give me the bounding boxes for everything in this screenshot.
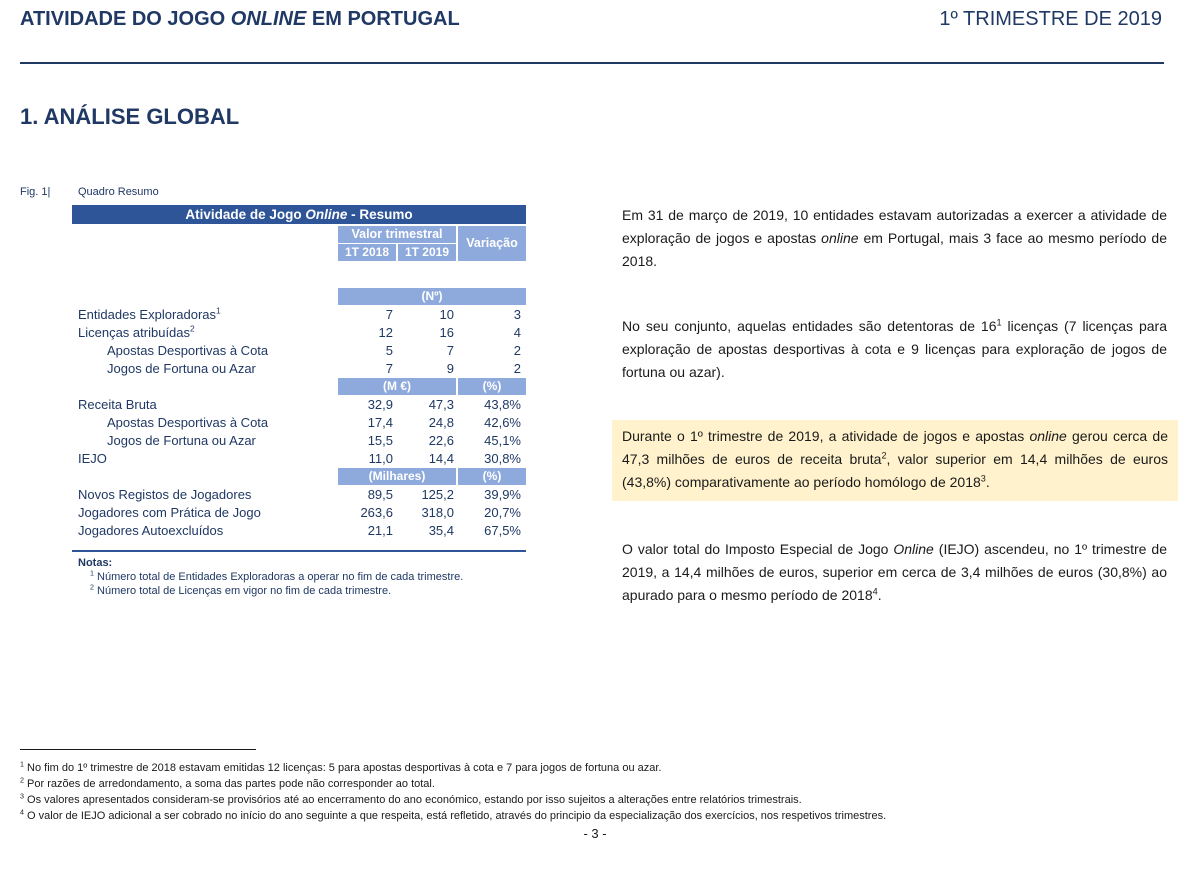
column-header-2019: 1T 2019 bbox=[398, 244, 456, 261]
table-row bbox=[72, 414, 526, 432]
table-row bbox=[72, 504, 526, 522]
cell-1t2019: 14,4 bbox=[428, 451, 454, 466]
row-label: Jogos de Fortuna ou Azar bbox=[107, 361, 256, 376]
table-row bbox=[72, 396, 526, 414]
footnote: $^1$ No fim do 1º trimestre de 2018 estavam emitidas 12 licenças: 5 para apostas desportivas à cota e 7 para jogos de fortuna ou azar. bbox=[20, 760, 662, 774]
cell-variation: 3 bbox=[513, 307, 521, 322]
column-group-header: Valor trimestral bbox=[338, 226, 456, 243]
row-label: Jogadores com Prática de Jogo bbox=[78, 505, 261, 520]
cell-1t2018: 12 bbox=[378, 325, 393, 340]
footnote: $^3$ Os valores apresentados consideram-se provisórios até ao encerramento do ano económico, estando por isso sujeitos a alterações entre relatórios trimestrais. bbox=[20, 792, 802, 806]
cell-1t2018: 11,0 bbox=[368, 451, 393, 466]
table-row bbox=[72, 486, 526, 504]
paragraph-iejo: O valor total do Imposto Especial de Jogo Online (IEJO) ascendeu, no 1º trimestre de 2019, a 14,4 milhões de euros, superior em cerca de 3,4 milhões de euros (30,8%) ao apurado para o mesmo período de 2018$^4$. bbox=[622, 541, 1167, 603]
figure-label: Fig. 1| bbox=[20, 186, 51, 198]
document-header-title: ATIVIDADE DO JOGO ONLINE EM PORTUGAL bbox=[20, 8, 460, 30]
table-note: $^1$ Número total de Entidades Exploradoras a operar no fim de cada trimestre. bbox=[90, 569, 464, 583]
table-row bbox=[72, 360, 526, 378]
cell-variation: 2 bbox=[513, 343, 521, 358]
table-title: Atividade de Jogo Online - Resumo bbox=[72, 205, 526, 224]
cell-1t2019: 35,4 bbox=[428, 523, 454, 538]
footnote-divider bbox=[20, 749, 256, 750]
unit-label: (Milhares) bbox=[338, 468, 456, 485]
column-header-variation: Variação bbox=[458, 226, 526, 261]
cell-variation: 20,7% bbox=[484, 505, 521, 520]
row-label: Apostas Desportivas à Cota bbox=[107, 343, 269, 358]
cell-variation: 39,9% bbox=[484, 487, 521, 502]
cell-variation: 42,6% bbox=[484, 415, 521, 430]
unit-label: (%) bbox=[458, 378, 526, 395]
cell-1t2018: 17,4 bbox=[367, 415, 393, 430]
footnote: $^2$ Por razões de arredondamento, a soma das partes pode não corresponder ao total. bbox=[20, 776, 435, 790]
header-divider bbox=[20, 62, 1164, 64]
cell-1t2018: 263,6 bbox=[360, 505, 393, 520]
paragraph-licenses: No seu conjunto, aquelas entidades são detentoras de $16^1$ licenças (7 licenças para exploração de apostas desportivas à cota e 9 licenças para exploração de jogos de fortuna ou azar). bbox=[622, 317, 1167, 380]
table-note: $^2$ Número total de Licenças em vigor no fim de cada trimestre. bbox=[90, 583, 392, 597]
cell-1t2019: 9 bbox=[446, 361, 454, 376]
table-row bbox=[72, 306, 526, 324]
highlighted-paragraph-revenue: Durante o 1º trimestre de 2019, a atividade de jogos e apostas online gerou cerca de 47,3 milhões de euros de receita bruta$^2$, valor superior em 14,4 milhões de euros (43,8%) comparativamente ao período homólogo de 2018$^3$. bbox=[612, 420, 1178, 501]
cell-1t2018: 15,5 bbox=[367, 433, 393, 448]
table-row bbox=[72, 342, 526, 360]
row-label: Entidades Exploradoras$^1$ bbox=[78, 305, 221, 322]
table-row bbox=[72, 432, 526, 450]
cell-1t2018: 32,9 bbox=[367, 397, 393, 412]
cell-1t2018: 7 bbox=[385, 307, 393, 322]
row-label: Licenças atribuídas$^2$ bbox=[78, 323, 195, 340]
row-label: Receita Bruta bbox=[78, 397, 157, 412]
row-label: Jogadores Autoexcluídos bbox=[78, 523, 224, 538]
cell-1t2019: 318,0 bbox=[421, 505, 454, 520]
unit-row-money bbox=[72, 378, 526, 396]
row-label: Apostas Desportivas à Cota bbox=[107, 415, 269, 430]
cell-1t2018: 89,5 bbox=[367, 487, 393, 502]
table-row bbox=[72, 324, 526, 342]
section-title: 1. ANÁLISE GLOBAL bbox=[20, 104, 240, 129]
document-header-period: 1º TRIMESTRE DE 2019 bbox=[939, 8, 1162, 30]
unit-label: (%) bbox=[458, 468, 526, 485]
cell-1t2019: 10 bbox=[439, 307, 454, 322]
table-section-players bbox=[72, 486, 526, 540]
page-number: - 3 - bbox=[583, 826, 607, 841]
column-header-2018: 1T 2018 bbox=[338, 244, 396, 261]
unit-row-count bbox=[72, 288, 526, 306]
cell-1t2018: 7 bbox=[385, 361, 393, 376]
table-notes bbox=[72, 552, 526, 597]
paragraph-entities: Em 31 de março de 2019, 10 entidades estavam autorizadas a exercer a atividade de exploração de jogos e apostas online em Portugal, mais 3 face ao mesmo período de 2018. bbox=[622, 207, 1167, 269]
figure-caption-text: Quadro Resumo bbox=[78, 186, 159, 198]
table-section-revenue bbox=[72, 396, 526, 468]
figure-caption bbox=[20, 186, 159, 198]
footnotes bbox=[20, 760, 886, 824]
table-column-headers bbox=[72, 224, 526, 263]
notes-title: Notas: bbox=[78, 557, 113, 569]
cell-1t2019: 125,2 bbox=[421, 487, 454, 502]
cell-variation: 30,8% bbox=[484, 451, 521, 466]
row-label: Novos Registos de Jogadores bbox=[78, 487, 252, 502]
unit-label: (M €) bbox=[338, 378, 456, 395]
cell-1t2018: 21,1 bbox=[367, 523, 393, 538]
cell-1t2019: 47,3 bbox=[428, 397, 454, 412]
table-row bbox=[72, 450, 526, 468]
row-label: IEJO bbox=[78, 451, 107, 466]
cell-1t2019: 22,6 bbox=[428, 433, 454, 448]
cell-variation: 4 bbox=[513, 325, 521, 340]
cell-variation: 2 bbox=[513, 361, 521, 376]
cell-1t2019: 24,8 bbox=[428, 415, 454, 430]
cell-1t2019: 16 bbox=[439, 325, 454, 340]
footnote: $^4$ O valor de IEJO adicional a ser cobrado no início do ano seguinte a que respeita, está refletido, através do principio da especialização dos exercícios, nos respetivos trimestres. bbox=[20, 808, 887, 822]
summary-table bbox=[72, 205, 526, 597]
table-row bbox=[72, 522, 526, 540]
cell-variation: 45,1% bbox=[484, 433, 521, 448]
row-label: Jogos de Fortuna ou Azar bbox=[107, 433, 256, 448]
unit-label: (Nº) bbox=[338, 288, 526, 305]
cell-variation: 43,8% bbox=[484, 397, 521, 412]
cell-variation: 67,5% bbox=[484, 523, 521, 538]
unit-row-thousands bbox=[72, 468, 526, 486]
table-section-entities bbox=[72, 306, 526, 378]
cell-1t2019: 7 bbox=[446, 343, 454, 358]
cell-1t2018: 5 bbox=[385, 343, 393, 358]
